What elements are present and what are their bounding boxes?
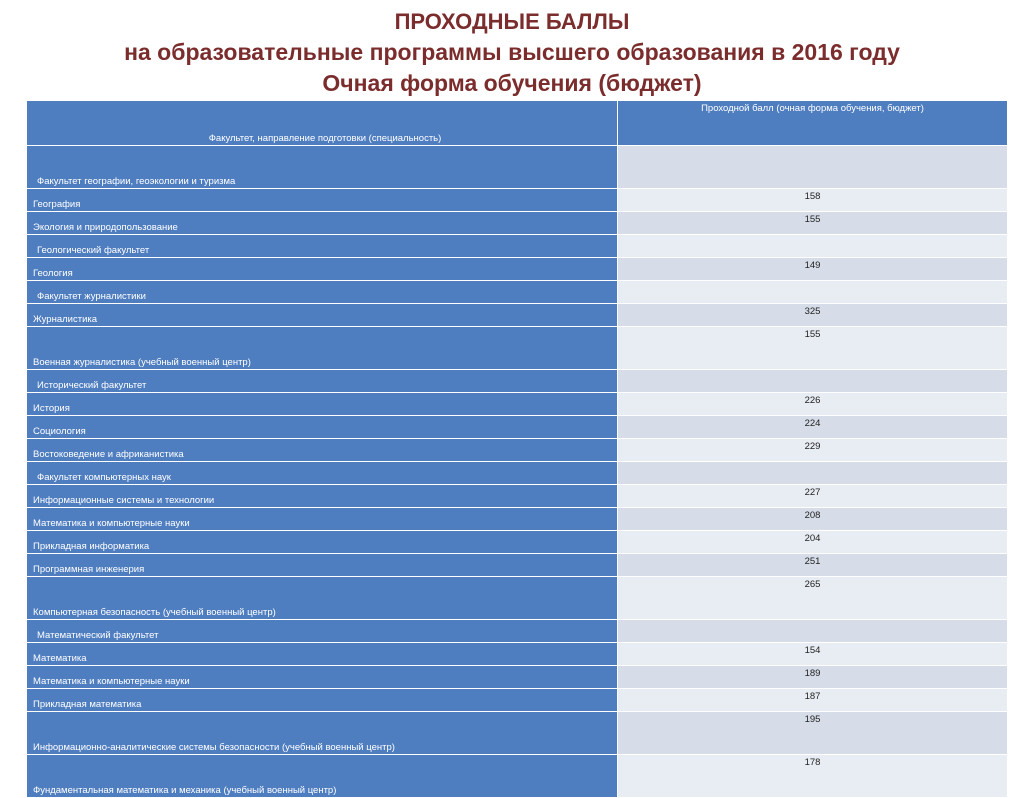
passing-score: 158 [618, 189, 1008, 212]
passing-score: 189 [618, 666, 1008, 689]
passing-score: 229 [618, 439, 1008, 462]
faculty-row [27, 235, 1008, 258]
program-row [27, 577, 1008, 620]
passing-score: 226 [618, 393, 1008, 416]
passing-score: 325 [618, 304, 1008, 327]
faculty-name: Факультет компьютерных наук [27, 462, 618, 485]
program-name: Экология и природопользование [27, 212, 618, 235]
title-line-1: ПРОХОДНЫЕ БАЛЛЫ [394, 9, 630, 34]
program-name: Востоковедение и африканистика [27, 439, 618, 462]
program-row [27, 189, 1008, 212]
passing-score: 195 [618, 712, 1008, 755]
program-row [27, 485, 1008, 508]
title-line-2: на образовательные программы высшего образования в 2016 году [124, 39, 900, 65]
passing-score [618, 235, 1008, 258]
program-row [27, 689, 1008, 712]
program-name: Прикладная математика [27, 689, 618, 712]
passing-score: 149 [618, 258, 1008, 281]
passing-score: 155 [618, 327, 1008, 370]
program-row [27, 212, 1008, 235]
program-name: Социология [27, 416, 618, 439]
passing-score [618, 370, 1008, 393]
program-row [27, 258, 1008, 281]
program-row [27, 643, 1008, 666]
title-line-3: Очная форма обучения (бюджет) [322, 70, 702, 96]
passing-score [618, 146, 1008, 189]
program-name: Информационные системы и технологии [27, 485, 618, 508]
program-name: Военная журналистика (учебный военный центр) [27, 327, 618, 370]
program-row [27, 304, 1008, 327]
passing-score: 178 [618, 755, 1008, 798]
passing-score: 155 [618, 212, 1008, 235]
faculty-name: Факультет географии, геоэкологии и туризма [27, 146, 618, 189]
faculty-row [27, 462, 1008, 485]
passing-score [618, 462, 1008, 485]
program-row [27, 327, 1008, 370]
program-row [27, 508, 1008, 531]
program-name: Математика [27, 643, 618, 666]
program-name: Журналистика [27, 304, 618, 327]
program-name: Геология [27, 258, 618, 281]
faculty-name: Факультет журналистики [27, 281, 618, 304]
passing-score [618, 281, 1008, 304]
passing-score: 187 [618, 689, 1008, 712]
program-name: Информационно-аналитические системы безопасности (учебный военный центр) [27, 712, 618, 755]
faculty-name: Математический факультет [27, 620, 618, 643]
program-row [27, 554, 1008, 577]
passing-score: 224 [618, 416, 1008, 439]
program-row [27, 755, 1008, 798]
passing-score: 251 [618, 554, 1008, 577]
program-name: Программная инженерия [27, 554, 618, 577]
program-row [27, 712, 1008, 755]
passing-score: 208 [618, 508, 1008, 531]
program-row [27, 416, 1008, 439]
program-name: Математика и компьютерные науки [27, 508, 618, 531]
slide-title [0, 6, 1024, 99]
faculty-row [27, 146, 1008, 189]
header-score: Проходной балл (очная форма обучения, бюджет) [618, 101, 1008, 146]
faculty-name: Геологический факультет [27, 235, 618, 258]
program-name: География [27, 189, 618, 212]
faculty-row [27, 281, 1008, 304]
program-name: Фундаментальная математика и механика (учебный военный центр) [27, 755, 618, 798]
program-row [27, 393, 1008, 416]
table-header-row [27, 101, 1008, 146]
program-name: Математика и компьютерные науки [27, 666, 618, 689]
header-program: Факультет, направление подготовки (специальность) [27, 101, 618, 146]
passing-score: 227 [618, 485, 1008, 508]
program-name: История [27, 393, 618, 416]
passing-score: 265 [618, 577, 1008, 620]
program-row [27, 666, 1008, 689]
passing-score: 204 [618, 531, 1008, 554]
faculty-row [27, 370, 1008, 393]
faculty-row [27, 620, 1008, 643]
faculty-name: Исторический факультет [27, 370, 618, 393]
passing-score [618, 620, 1008, 643]
program-name: Прикладная информатика [27, 531, 618, 554]
program-row [27, 531, 1008, 554]
passing-scores-table [26, 100, 1008, 798]
passing-score: 154 [618, 643, 1008, 666]
program-name: Компьютерная безопасность (учебный военный центр) [27, 577, 618, 620]
program-row [27, 439, 1008, 462]
